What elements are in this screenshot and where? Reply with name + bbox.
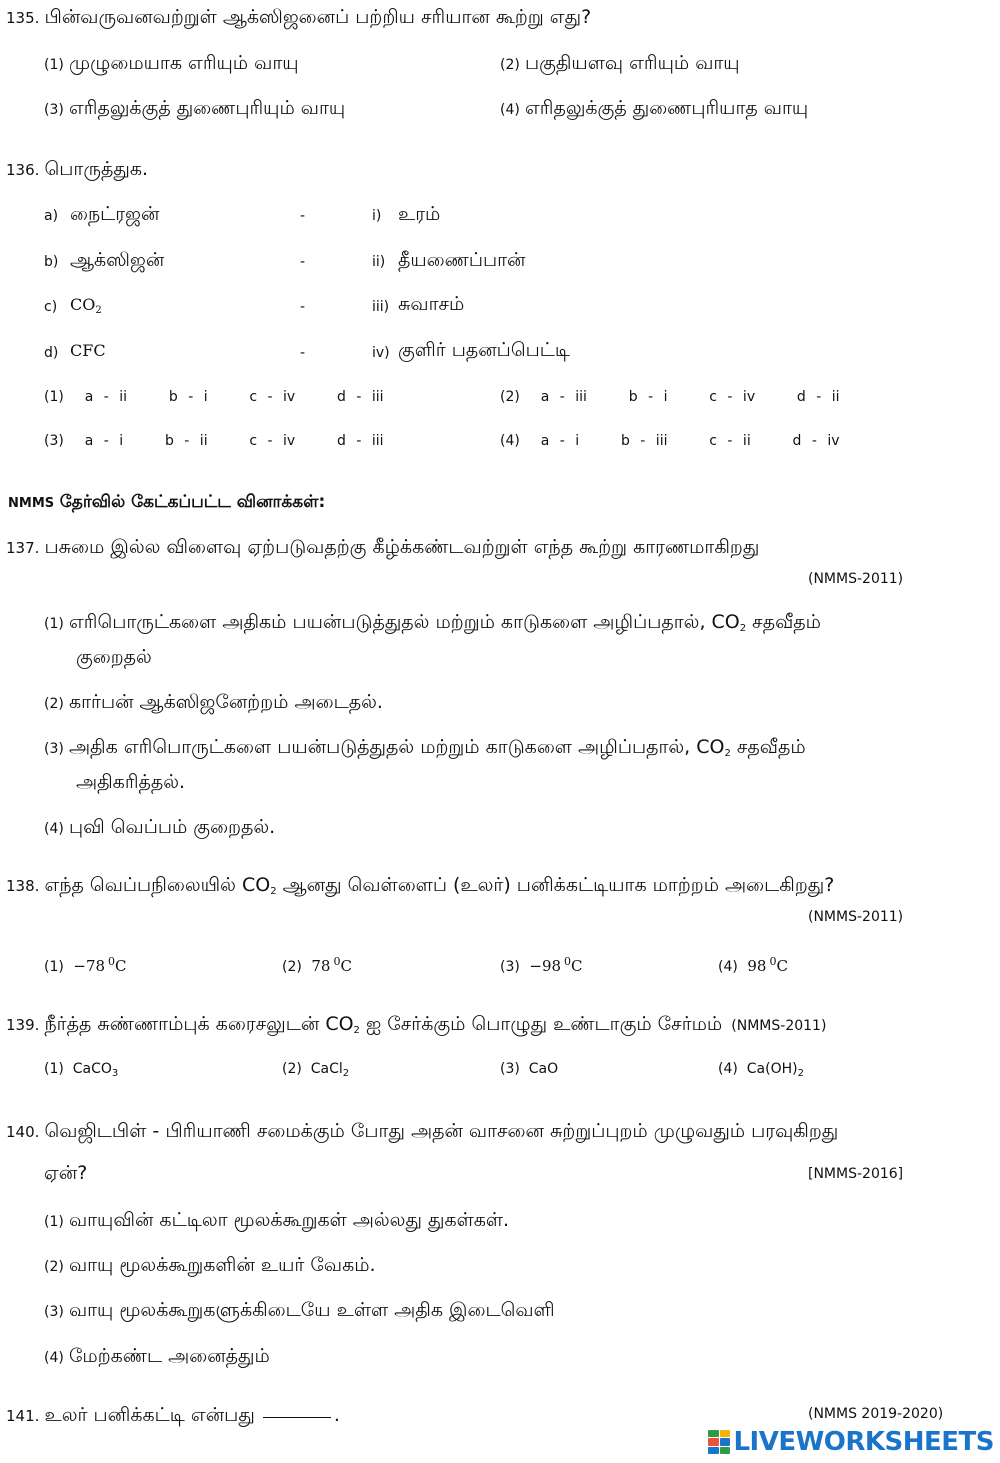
option: (2) CaCl$_2$ [282, 1061, 350, 1079]
option: (2) வாயு மூலக்கூறுகளின் உயர் வேகம். [44, 1254, 376, 1276]
option: (4) எரிதலுக்குத் துணைபுரியாத வாயு [500, 97, 809, 119]
question-137 [6, 536, 759, 561]
question-text: உலர் பனிக்கட்டி என்பது [44, 1404, 255, 1426]
question-number: 139. [6, 1016, 40, 1034]
exam-source: (NMMS-2011) [808, 571, 904, 587]
option: (2) a - iii b - i c - iv d - ii [500, 389, 840, 405]
section-heading: NMMS தேர்வில் கேட்கப்பட்ட வினாக்கள்: [8, 492, 326, 512]
option: (2) கார்பன் ஆக்ஸிஜனேற்றம் அடைதல். [44, 691, 383, 713]
option: (1) −78 $^0$C [44, 955, 127, 975]
option: (3) அதிக எரிபொருட்களை பயன்படுத்துதல் மற்றும் காடுகளை அழிப்பதால், $CO_2$ சதவீதம் [44, 736, 806, 759]
option: (4) a - i b - iii c - ii d - iv [500, 433, 840, 449]
option: (3) CaO [500, 1061, 559, 1077]
question-number: 141. [6, 1407, 40, 1425]
question-text: பின்வருவனவற்றுள் ஆக்ஸிஜனைப் பற்றிய சரியான கூற்று எது? [44, 6, 592, 28]
option: (3) வாயு மூலக்கூறுகளுக்கிடையே உள்ள அதிக இடைவெளி [44, 1299, 555, 1321]
option: (2) 78 $^0$C [282, 955, 352, 975]
option: (1) CaCO$_3$ [44, 1061, 119, 1079]
option: (4) 98 $^0$C [718, 955, 788, 975]
exam-source: (NMMS-2011) [731, 1018, 827, 1034]
question-number: 136. [6, 161, 40, 179]
question-text: வெஜிடபிள் - பிரியாணி சமைக்கும் போது அதன் வாசனை சுற்றுப்புறம் முழுவதும் பரவுகிறது [44, 1120, 839, 1142]
option: (3) எரிதலுக்குத் துணைபுரியும் வாயு [44, 97, 346, 119]
question-135 [6, 6, 591, 31]
option: (4) புவி வெப்பம் குறைதல். [44, 816, 276, 838]
question-number: 138. [6, 877, 40, 895]
exam-source: (NMMS 2019-2020) [808, 1406, 944, 1422]
exam-source: (NMMS-2011) [808, 909, 904, 925]
liveworksheets-logo-icon [708, 1430, 730, 1454]
option: (4) $Ca(OH)_2$ [718, 1061, 804, 1079]
option: (2) பகுதியளவு எரியும் வாயு [500, 52, 740, 74]
option: (1) a - ii b - i c - iv d - iii [44, 389, 384, 405]
answer-blank[interactable] [263, 1416, 331, 1418]
question-138: 138. எந்த வெப்பநிலையில் $CO_2$ ஆனது வெள்ளைப் (உலர்) பனிக்கட்டியாக மாற்றம் அடைகிறது? [6, 874, 835, 897]
question-141: 141. உலர் பனிக்கட்டி என்பது . [6, 1404, 340, 1426]
brand-name: LIVEWORKSHEETS [733, 1427, 994, 1457]
option: (4) மேற்கண்ட அனைத்தும் [44, 1345, 270, 1367]
question-number: 140. [6, 1123, 40, 1141]
exam-source: [NMMS-2016] [808, 1166, 904, 1182]
liveworksheets-logo [708, 1427, 994, 1457]
question-number: 135. [6, 9, 40, 27]
option: (3) a - i b - ii c - iv d - iii [44, 433, 384, 449]
option: (1) முழுமையாக எரியும் வாயு [44, 52, 299, 74]
question-136 [6, 158, 148, 183]
question-139: 139. நீர்த்த சுண்ணாம்புக் கரைசலுடன் $CO_2$ ஐ சேர்க்கும் பொழுது உண்டாகும் சேர்மம் (NMMS-2011) [6, 1013, 827, 1036]
question-number: 137. [6, 539, 40, 557]
option: (1) வாயுவின் கட்டிலா மூலக்கூறுகள் அல்லது துகள்கள். [44, 1209, 510, 1231]
question-text: பொருத்துக. [44, 158, 149, 180]
question-text: பசுமை இல்ல விளைவு ஏற்படுவதற்கு கீழ்க்கண்டவற்றுள் எந்த கூற்று காரணமாகிறது [44, 536, 760, 558]
option: (3) −98 $^0$C [500, 955, 583, 975]
question-140 [6, 1120, 838, 1145]
option: (1) எரிபொருட்களை அதிகம் பயன்படுத்துதல் மற்றும் காடுகளை அழிப்பதால், $CO_2$ சதவீதம் [44, 611, 821, 634]
